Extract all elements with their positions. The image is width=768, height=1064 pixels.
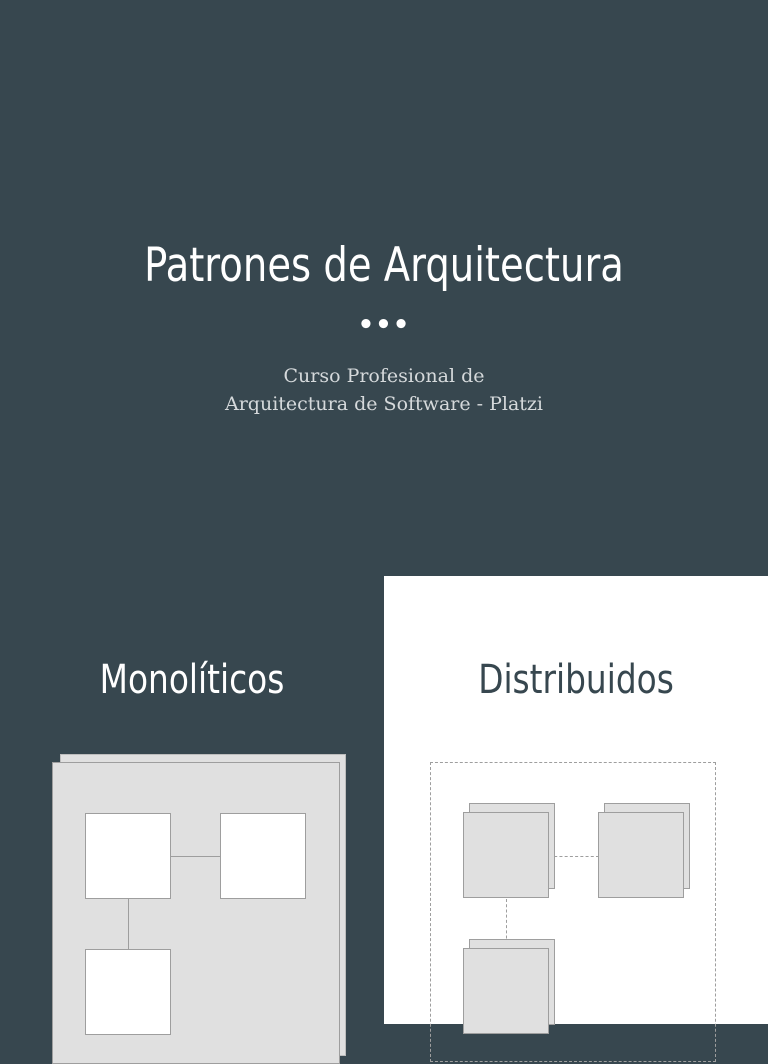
distributed-node-box (463, 948, 549, 1034)
distributed-node-box (463, 812, 549, 898)
subtitle-line-1: Curso Profesional de (283, 365, 485, 387)
monolithic-heading: Monolíticos (99, 657, 285, 703)
monolith-connector-horizontal (171, 856, 221, 857)
dots-separator: ••• (357, 310, 411, 340)
subtitle-line-2: Arquitectura de Software - Platzi (224, 393, 544, 415)
monolith-container (52, 762, 340, 1064)
monolith-component-box (85, 949, 171, 1035)
monolith-component-box (220, 813, 306, 899)
monolithic-panel (0, 576, 384, 1024)
distributed-connector-horizontal (549, 856, 599, 857)
distributed-node-box (598, 812, 684, 898)
distributed-system-boundary (430, 762, 716, 1062)
distributed-heading: Distribuidos (478, 657, 674, 703)
slide-subtitle (0, 362, 768, 418)
monolith-component-box (85, 813, 171, 899)
distributed-panel (384, 576, 768, 1024)
monolith-connector-vertical (128, 899, 129, 949)
slide-title: Patrones de Arquitectura (144, 238, 624, 293)
